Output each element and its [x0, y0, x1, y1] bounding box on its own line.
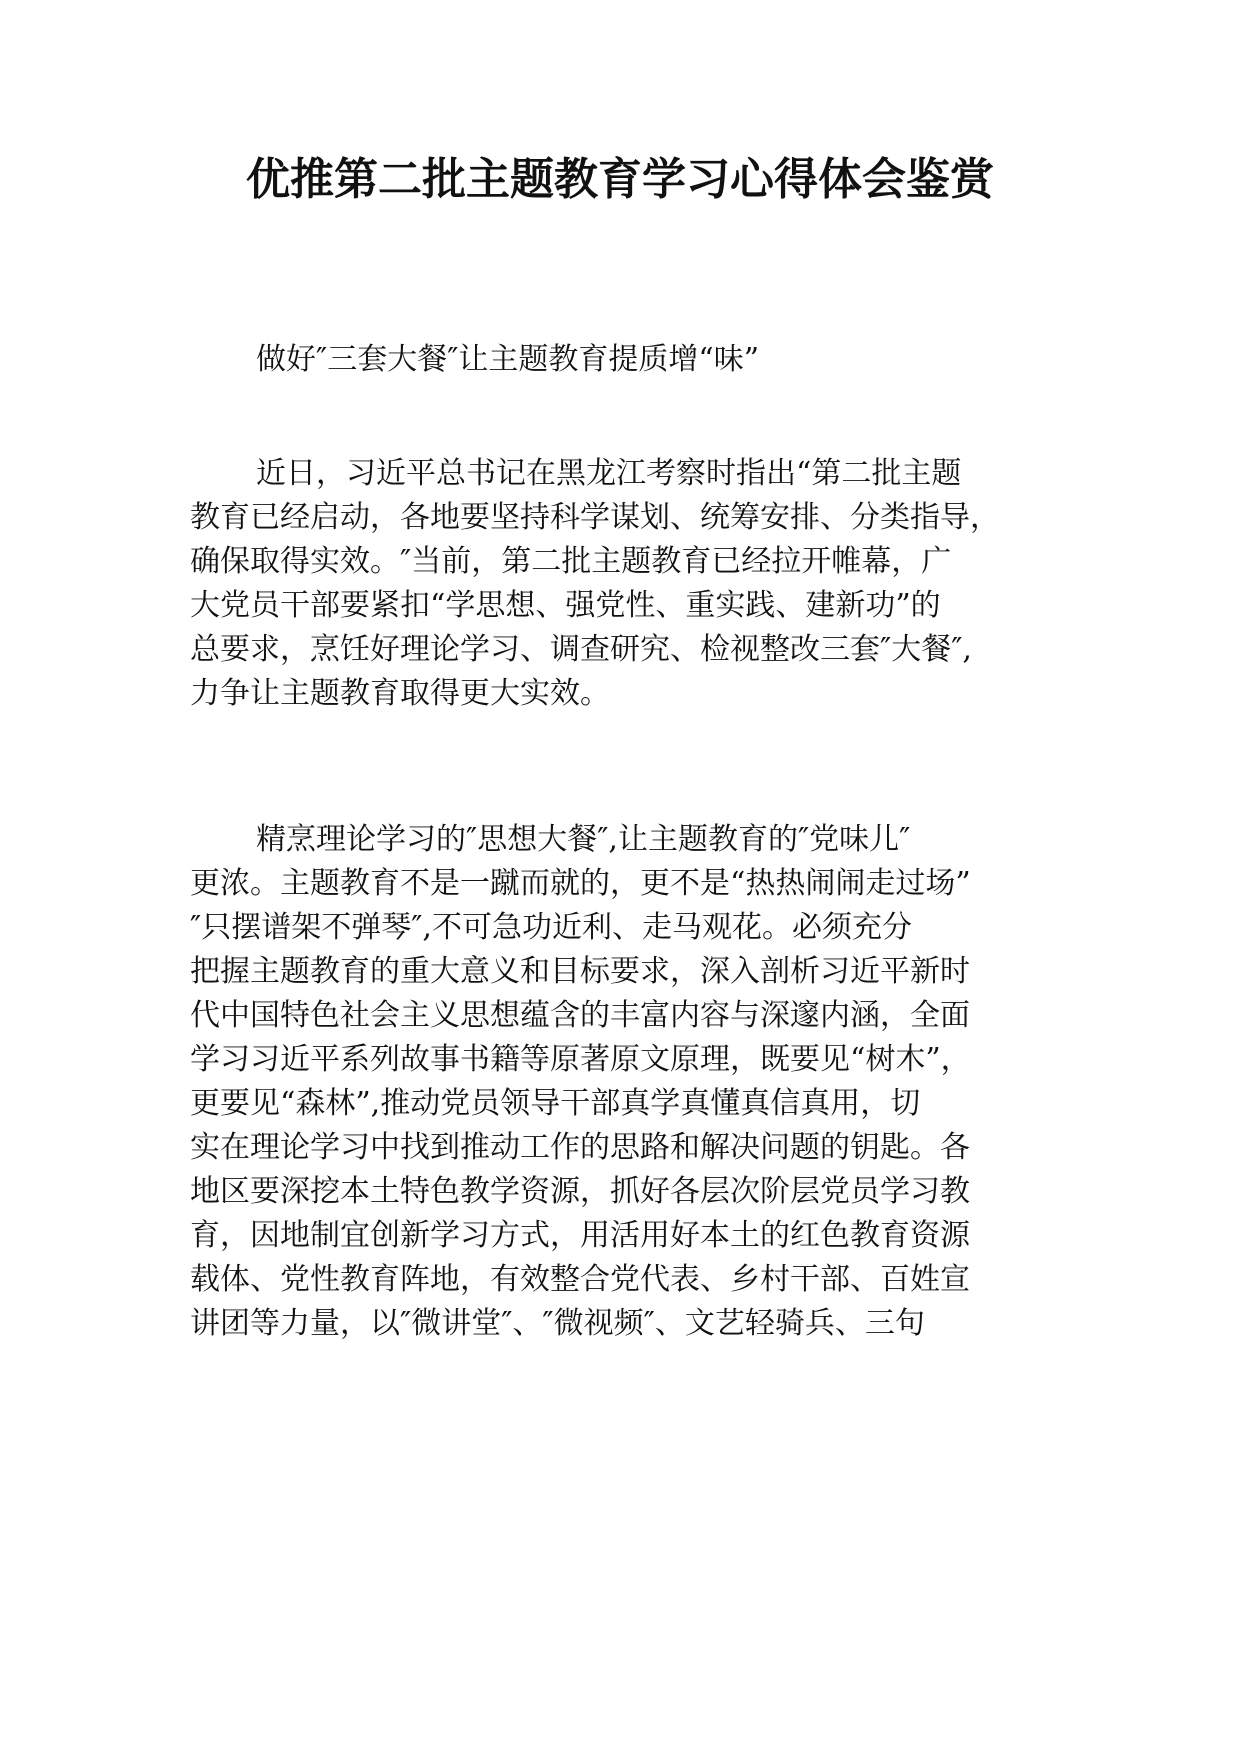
paragraph-line: 载体、党性教育阵地，有效整合党代表、乡村干部、百姓宣 [190, 1262, 970, 1297]
paragraph-line: 教育已经启动，各地要坚持科学谋划、统筹安排、分类指导， [190, 500, 1000, 535]
paragraph-line: 更浓。主题教育不是一蹴而就的，更不是“热热闹闹走过场” [190, 866, 971, 901]
paragraph-line: 总要求，烹饪好理论学习、调查研究、检视整改三套″大餐″, [190, 632, 972, 667]
paragraph-line: 大党员干部要紧扣“学思想、强党性、重实践、建新功”的 [190, 588, 941, 623]
paragraph-line: 把握主题教育的重大意义和目标要求，深入剖析习近平新时 [190, 954, 970, 989]
paragraph-line: 学习习近平系列故事书籍等原著原文原理，既要见“树木”， [190, 1042, 971, 1077]
paragraph-line: 代中国特色社会主义思想蕴含的丰富内容与深邃内涵，全面 [190, 998, 970, 1033]
paragraph-line: 力争让主题教育取得更大实效。 [190, 676, 610, 711]
paragraph-2 [190, 818, 1080, 1346]
paragraph-line: 讲团等力量，以″微讲堂″、″微视频″、文艺轻骑兵、三句 [190, 1306, 925, 1341]
document-subtitle: 做好″三套大餐″让主题教育提质增“味” [256, 342, 760, 377]
paragraph-line: ″只摆谱架不弹琴″,不可急功近利、走马观花。必须充分 [190, 910, 912, 945]
paragraph-1 [190, 452, 1080, 716]
paragraph-line: 地区要深挖本土特色教学资源，抓好各层次阶层党员学习教 [190, 1174, 970, 1209]
paragraph-line: 近日，习近平总书记在黑龙江考察时指出“第二批主题 [256, 456, 962, 491]
paragraph-line: 精烹理论学习的″思想大餐″,让主题教育的″党味儿″ [256, 822, 911, 857]
paragraph-line: 确保取得实效。″当前，第二批主题教育已经拉开帷幕，广 [190, 544, 952, 579]
paragraph-line: 实在理论学习中找到推动工作的思路和解决问题的钥匙。各 [190, 1130, 970, 1165]
paragraph-line: 育，因地制宜创新学习方式，用活用好本土的红色教育资源 [190, 1218, 970, 1253]
paragraph-line: 更要见“森林”,推动党员领导干部真学真懂真信真用，切 [190, 1086, 921, 1121]
document-title: 优推第二批主题教育学习心得体会鉴赏 [246, 154, 994, 205]
